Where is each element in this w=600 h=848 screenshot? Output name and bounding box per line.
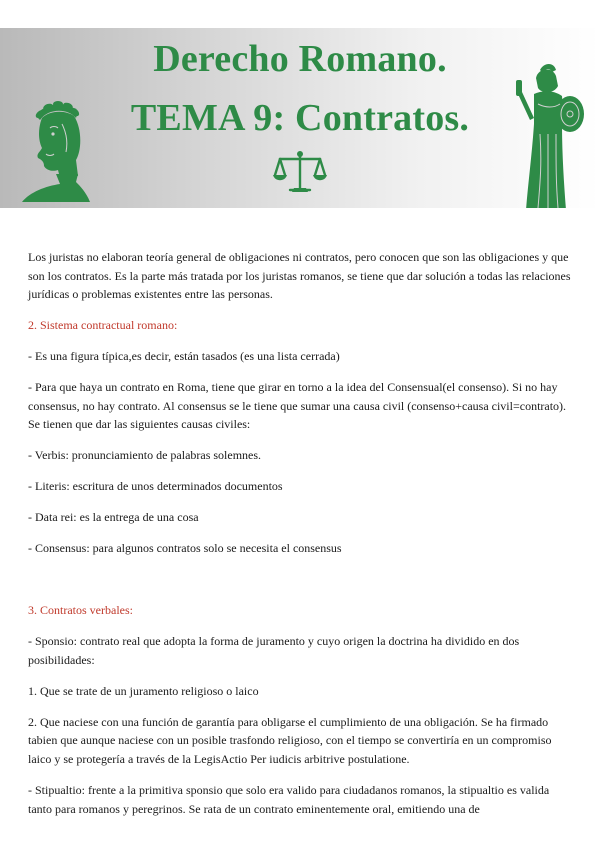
roman-emperor-bust-icon [16,98,96,204]
title-line-2: TEMA 9: Contratos. [130,97,470,139]
spacer [28,570,574,601]
section-heading-contratos-verbales: 3. Contratos verbales: [28,603,133,618]
list-item-literis: - Literis: escritura de unos determinados documentos [28,479,283,494]
paragraph-stipulatio: - Stipualtio: frente a la primitiva sponsio que solo era valido para ciudadanos romanos, la stipualtio es valida tanto para romanos y peregrinos. Se rata de un contrato eminentemente oral, emitiendo una de [28,782,550,816]
intro-paragraph: Los juristas no elaboran teoría general de obligaciones ni contratos, pero conocen que son las obligaciones y que son los contratos. Es la parte más tratada por los juristas romanos, se tiene que dar solución a todas las relaciones jurídicas o problemas existentes entre las personas. [28,250,571,302]
list-item-option-1: 1. Que se trate de un juramento religioso o laico [28,683,259,698]
list-item-consensus: - Consensus: para algunos contratos solo se necesita el consensus [28,541,342,556]
title-line-1: Derecho Romano. [153,38,447,80]
scales-of-justice-icon [272,150,328,194]
list-item-data-rei: - Data rei: es la entrega de una cosa [28,510,199,525]
list-item-verbis: - Verbis: pronunciamiento de palabras solemnes. [28,448,262,463]
paragraph-sponsio: - Sponsio: contrato real que adopta la forma de juramento y cuyo origen la doctrina ha dividido en dos posibilidades: [28,634,520,667]
document-body [28,248,574,831]
list-item-option-2: 2. Que naciese con una función de garantía para obligarse el cumplimiento de una obligación. Se ha firmado tabien que aunque naciese con un posible trasfondo religioso, con el tiempo se convertiría en un compromiso laico y se protegería a través de la LegisActio Per iudicis arbitrive postulatione. [28,714,552,766]
paragraph: - Para que haya un contrato en Roma, tiene que girar en torno a la idea del Consensual(el consenso). Si no hay consensus, no hay contrato. Al consensus se le tiene que sumar una causa civil (consenso+causa civil=contrato). Se tienen que dar las siguientes causas civiles: [28,380,567,432]
section-heading-sistema-contractual: 2. Sistema contractual romano: [28,318,178,333]
paragraph: - Es una figura típica,es decir, están tasados (es una lista cerrada) [28,349,340,364]
header-banner [0,28,600,208]
minerva-statue-icon [508,64,586,208]
